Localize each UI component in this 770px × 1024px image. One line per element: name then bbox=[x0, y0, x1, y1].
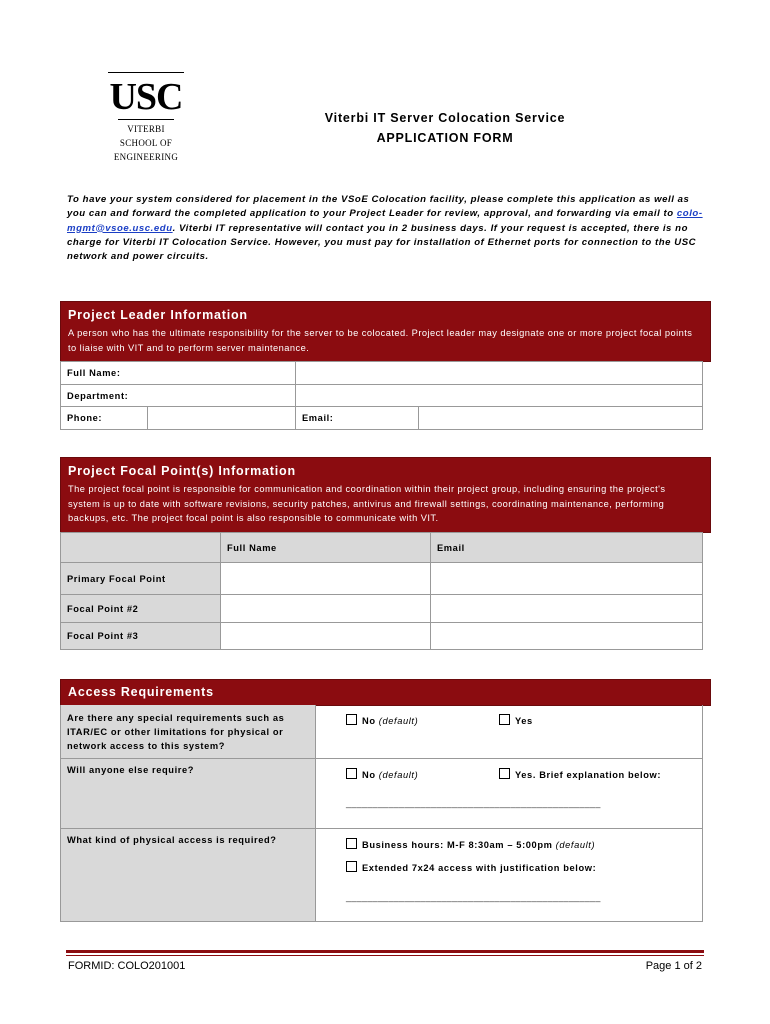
q3-business-hours-option[interactable] bbox=[346, 838, 595, 850]
focal-corner-cell bbox=[61, 533, 221, 563]
q3-extended-option[interactable] bbox=[346, 861, 596, 873]
logo-mid-rule bbox=[118, 119, 174, 120]
phone-label: Phone: bbox=[61, 407, 148, 430]
full-name-label: Full Name: bbox=[61, 362, 296, 385]
focal-2-name-field[interactable] bbox=[221, 595, 431, 623]
focal-row-2-label: Focal Point #2 bbox=[61, 595, 221, 623]
footer-rule-thin bbox=[66, 955, 704, 956]
focal-primary-name-field[interactable] bbox=[221, 563, 431, 595]
usc-viterbi-logo bbox=[108, 72, 184, 164]
page-number: Page 1 of 2 bbox=[645, 960, 702, 972]
q2-explanation-line[interactable]: ________________________________________________ bbox=[346, 798, 601, 808]
q3-business-hours-checkbox[interactable] bbox=[346, 838, 357, 849]
q2-no-label: No bbox=[362, 770, 376, 780]
form-title-line-1: Viterbi IT Server Colocation Service bbox=[324, 111, 566, 125]
q3-business-hours-label: Business hours: M-F 8:30am – 5:00pm bbox=[362, 840, 553, 850]
q3-justification-line[interactable]: ________________________________________________ bbox=[346, 892, 601, 902]
access-row-divider-1 bbox=[60, 758, 703, 759]
focal-section-title: Project Focal Point(s) Information bbox=[68, 464, 296, 478]
access-answer-column bbox=[316, 705, 703, 922]
access-q2-label: Will anyone else require? bbox=[67, 765, 195, 775]
q1-yes-option[interactable] bbox=[499, 714, 533, 726]
q2-yes-checkbox[interactable] bbox=[499, 768, 510, 779]
q2-yes-label: Yes. Brief explanation below: bbox=[515, 770, 662, 780]
focal-row-primary-label: Primary Focal Point bbox=[61, 563, 221, 595]
q1-yes-label: Yes bbox=[515, 716, 533, 726]
intro-paragraph bbox=[67, 193, 707, 264]
focal-col-full-name: Full Name bbox=[221, 533, 431, 563]
form-id: FORMID: COLO201001 bbox=[68, 960, 186, 972]
q3-extended-checkbox[interactable] bbox=[346, 861, 357, 872]
email-link[interactable]: colo-mgmt@vsoe.usc.edu bbox=[67, 208, 703, 234]
intro-text-after: . Viterbi IT representative will contact you in 2 business days. If your request is accepted, there is no charge for Viterbi IT Colocation Service. However, you must pay for installation of Ethernet ports for connection to the USC network and power circuits. bbox=[67, 222, 697, 263]
phone-field[interactable] bbox=[148, 407, 296, 430]
focal-table bbox=[60, 532, 703, 650]
focal-2-email-field[interactable] bbox=[431, 595, 703, 623]
leader-section-title: Project Leader Information bbox=[68, 308, 248, 322]
q1-no-label: No bbox=[362, 716, 376, 726]
form-title bbox=[290, 108, 600, 148]
leader-section-header bbox=[60, 301, 711, 362]
focal-section-description: The project focal point is responsible for communication and coordination within their project group, including ensuring the project's system is up to date with software revisions, security patches, antivirus and firewall settings, coordinating maintenance, performing backups, etc. The project focal point is also responsible to communicate with VIT. bbox=[68, 484, 666, 523]
logo-top-rule bbox=[108, 72, 184, 73]
q1-yes-checkbox[interactable] bbox=[499, 714, 510, 725]
email-label: Email: bbox=[296, 407, 419, 430]
q1-no-checkbox[interactable] bbox=[346, 714, 357, 725]
department-field[interactable] bbox=[296, 385, 703, 407]
logo-line-1: VITERBI bbox=[127, 124, 165, 134]
department-label: Department: bbox=[61, 385, 296, 407]
access-row-divider-2 bbox=[60, 828, 703, 829]
leader-section-description: A person who has the ultimate responsibility for the server to be colocated. Project leader may designate one or more project focal points to liaise with VIT and to perform server maintenance. bbox=[68, 328, 693, 353]
focal-3-email-field[interactable] bbox=[431, 623, 703, 650]
focal-3-name-field[interactable] bbox=[221, 623, 431, 650]
focal-col-email: Email bbox=[431, 533, 703, 563]
access-section-header bbox=[60, 679, 711, 706]
focal-primary-email-field[interactable] bbox=[431, 563, 703, 595]
form-title-line-2: APPLICATION FORM bbox=[376, 131, 514, 145]
logo-line-2: SCHOOL OF bbox=[119, 138, 173, 148]
intro-text-before: To have your system considered for placement in the VSoE Colocation facility, please complete this application as well as you can and forward the completed application to your Project Leader for review, approval, and forwarding via email to bbox=[67, 194, 690, 220]
full-name-field[interactable] bbox=[296, 362, 703, 385]
q1-no-option[interactable] bbox=[346, 714, 418, 726]
focal-row-3-label: Focal Point #3 bbox=[61, 623, 221, 650]
logo-usc-text: USC bbox=[109, 76, 183, 118]
logo-line-3: ENGINEERING bbox=[113, 152, 179, 162]
q2-no-default: (default) bbox=[378, 770, 419, 780]
q2-no-checkbox[interactable] bbox=[346, 768, 357, 779]
focal-section-header bbox=[60, 457, 711, 533]
access-q3-label: What kind of physical access is required? bbox=[67, 835, 277, 845]
access-q1-label: Are there any special requirements such as ITAR/EC or other limitations for physical or network access to this system? bbox=[67, 713, 285, 751]
footer-rule-thick bbox=[66, 950, 704, 953]
q2-yes-option[interactable] bbox=[499, 768, 661, 780]
leader-table bbox=[60, 361, 703, 430]
access-section-title: Access Requirements bbox=[68, 685, 214, 699]
q1-no-default: (default) bbox=[378, 716, 419, 726]
q2-no-option[interactable] bbox=[346, 768, 418, 780]
q3-extended-label: Extended 7x24 access with justification below: bbox=[362, 863, 597, 873]
q3-business-hours-default: (default) bbox=[555, 840, 596, 850]
email-field[interactable] bbox=[419, 407, 703, 430]
